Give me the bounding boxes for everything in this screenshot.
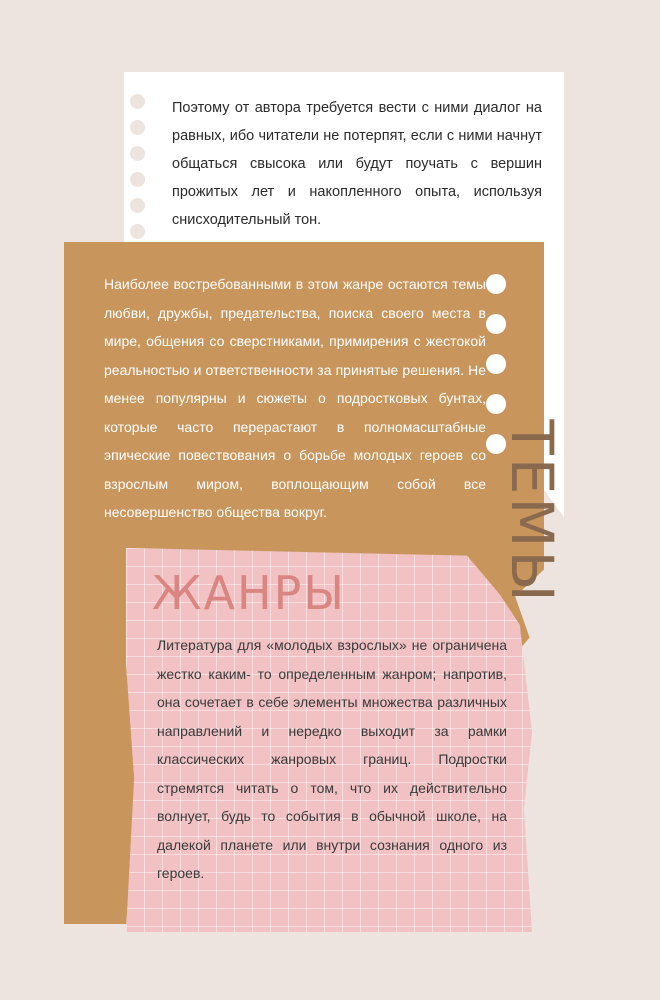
punch-hole [130, 146, 145, 161]
binder-dot [486, 314, 506, 334]
punch-hole [130, 120, 145, 135]
punch-hole [130, 198, 145, 213]
themes-title: ТЕМЫ [498, 419, 566, 605]
punch-hole [130, 172, 145, 187]
binder-dot [486, 394, 506, 414]
punch-hole [130, 224, 145, 239]
themes-paragraph: Наиболее востребованными в этом жанре остаются темы любви, дружбы, предательства, поиска своего места в мире, общения со сверстниками, примирения с жестокой реальностью и ответственности за принятые решения. Не менее популярны и сюжеты о подростковых бунтах, которые часто перерастают в полномасштабные эпические повествования о борьбе молодых героев со взрослым миром, воплощающим собой все несовершенство общества вокруг. [104, 276, 486, 520]
binder-dot [486, 274, 506, 294]
genres-title: ЖАНРЫ [152, 566, 346, 620]
intro-paragraph: Поэтому от автора требуется вести с ними диалог на равных, ибо читатели не потерпят, если с ними начнут общаться свысока или будут поучать с вершин прожитых лет и накопленного опыта, используя снисходительный тон. [172, 100, 542, 228]
genres-paragraph: Литература для «молодых взрослых» не ограничена жестко каким- то определенным жанром; напротив, она сочетает в себе элементы множества различных направлений и нередко выходит за рамки классических жанровых границ. Подростки стремятся читать о том, что их действительно волнует, будь то события в обычной школе, на далекой планете или внутри сознания одного из героев. [157, 637, 507, 881]
punch-hole [130, 94, 145, 109]
binder-dot [486, 354, 506, 374]
